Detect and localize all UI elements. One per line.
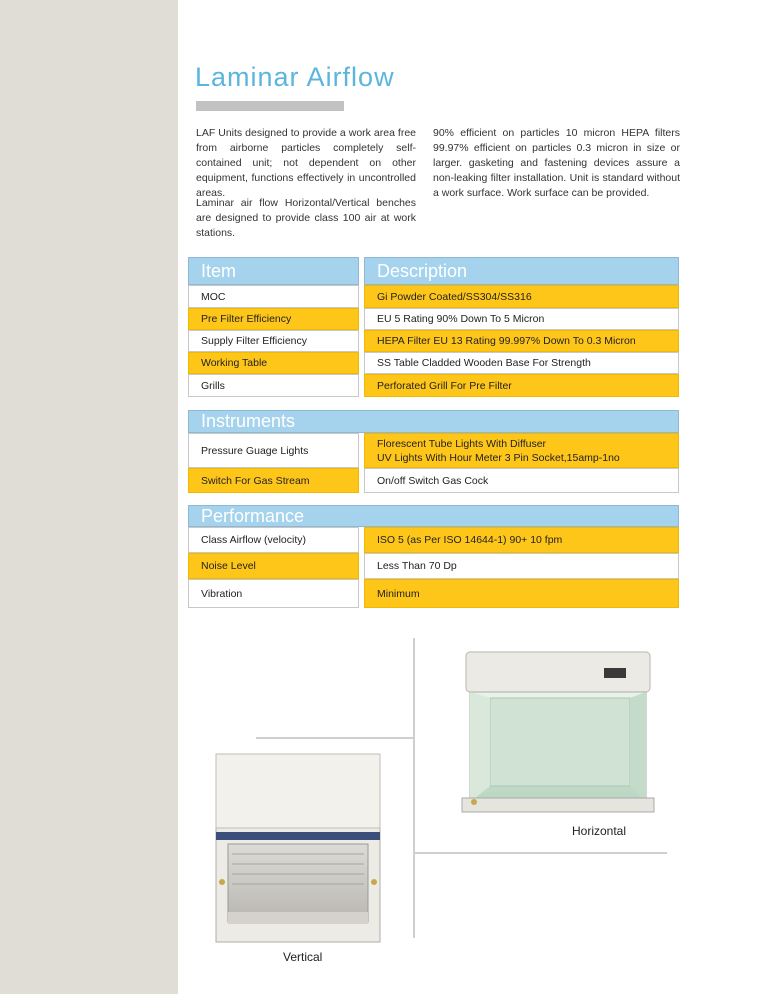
item-cell: Pre Filter Efficiency bbox=[188, 308, 359, 330]
performance-header-label: Performance bbox=[188, 505, 679, 527]
caption-vertical: Vertical bbox=[283, 950, 323, 964]
table-row bbox=[188, 330, 679, 352]
header-description: Description bbox=[364, 257, 679, 285]
description-cell: EU 5 Rating 90% Down To 5 Micron bbox=[364, 308, 679, 330]
left-sidebar-band bbox=[0, 0, 178, 994]
caption-horizontal: Horizontal bbox=[572, 824, 627, 838]
performance-header bbox=[188, 505, 679, 527]
item-cell: Working Table bbox=[188, 352, 359, 374]
description-cell: Gi Powder Coated/SS304/SS316 bbox=[364, 285, 679, 308]
image-divider-vertical bbox=[413, 638, 415, 938]
item-cell: Grills bbox=[188, 374, 359, 397]
item-cell: Supply Filter Efficiency bbox=[188, 330, 359, 352]
title-underline-bar bbox=[196, 101, 344, 111]
item-cell: Vibration bbox=[188, 579, 359, 608]
item-cell: Noise Level bbox=[188, 553, 359, 579]
description-line: On/off Switch Gas Cock bbox=[377, 474, 489, 487]
table-row bbox=[188, 352, 679, 374]
description-cell bbox=[364, 433, 679, 468]
description-cell: Minimum bbox=[364, 579, 679, 608]
item-cell: Class Airflow (velocity) bbox=[188, 527, 359, 553]
description-cell: SS Table Cladded Wooden Base For Strength bbox=[364, 352, 679, 374]
intro-paragraph-1: LAF Units designed to provide a work area free from airborne particles completely self-contained unit; not dependent on other equipment, functions effectively in uncontrolled areas. bbox=[196, 127, 416, 199]
description-cell: HEPA Filter EU 13 Rating 99.997% Down To 0.3 Micron bbox=[364, 330, 679, 352]
description-line: Florescent Tube Lights With Diffuser bbox=[377, 437, 547, 450]
instruments-header bbox=[188, 410, 679, 433]
table-row bbox=[188, 374, 679, 397]
item-cell: MOC bbox=[188, 285, 359, 308]
vertical-laf-image bbox=[212, 752, 384, 944]
table-row bbox=[188, 553, 679, 579]
item-cell: Pressure Guage Lights bbox=[188, 433, 359, 468]
description-line: UV Lights With Hour Meter 3 Pin Socket,15amp-1no bbox=[377, 451, 620, 464]
intro-paragraph-3: 90% efficient on particles 10 micron HEPA filters 99.97% efficient on particles 0.3 micron in size or larger. gasketing and fastening devices assure a non-leaking filter installation. Unit is standard without a work surface. Work surface can be provided. bbox=[433, 127, 680, 199]
table-row bbox=[188, 308, 679, 330]
description-cell bbox=[364, 468, 679, 493]
image-divider-horizontal bbox=[415, 852, 667, 854]
header-item: Item bbox=[188, 257, 359, 285]
intro-paragraph-2: Laminar air flow Horizontal/Vertical benches are designed to provide class 100 air at work stations. bbox=[196, 197, 416, 239]
description-cell: ISO 5 (as Per ISO 14644-1) 90+ 10 fpm bbox=[364, 527, 679, 553]
table-row bbox=[188, 468, 679, 493]
item-description-header bbox=[188, 257, 679, 285]
table-row bbox=[188, 527, 679, 553]
page-title: Laminar Airflow bbox=[195, 62, 395, 92]
horizontal-laf-image bbox=[458, 648, 658, 820]
description-cell: Less Than 70 Dp bbox=[364, 553, 679, 579]
image-divider-horizontal bbox=[256, 737, 413, 739]
description-cell: Perforated Grill For Pre Filter bbox=[364, 374, 679, 397]
item-cell: Switch For Gas Stream bbox=[188, 468, 359, 493]
table-row bbox=[188, 579, 679, 608]
instruments-header-label: Instruments bbox=[188, 410, 679, 433]
table-row bbox=[188, 433, 679, 468]
table-row bbox=[188, 285, 679, 308]
